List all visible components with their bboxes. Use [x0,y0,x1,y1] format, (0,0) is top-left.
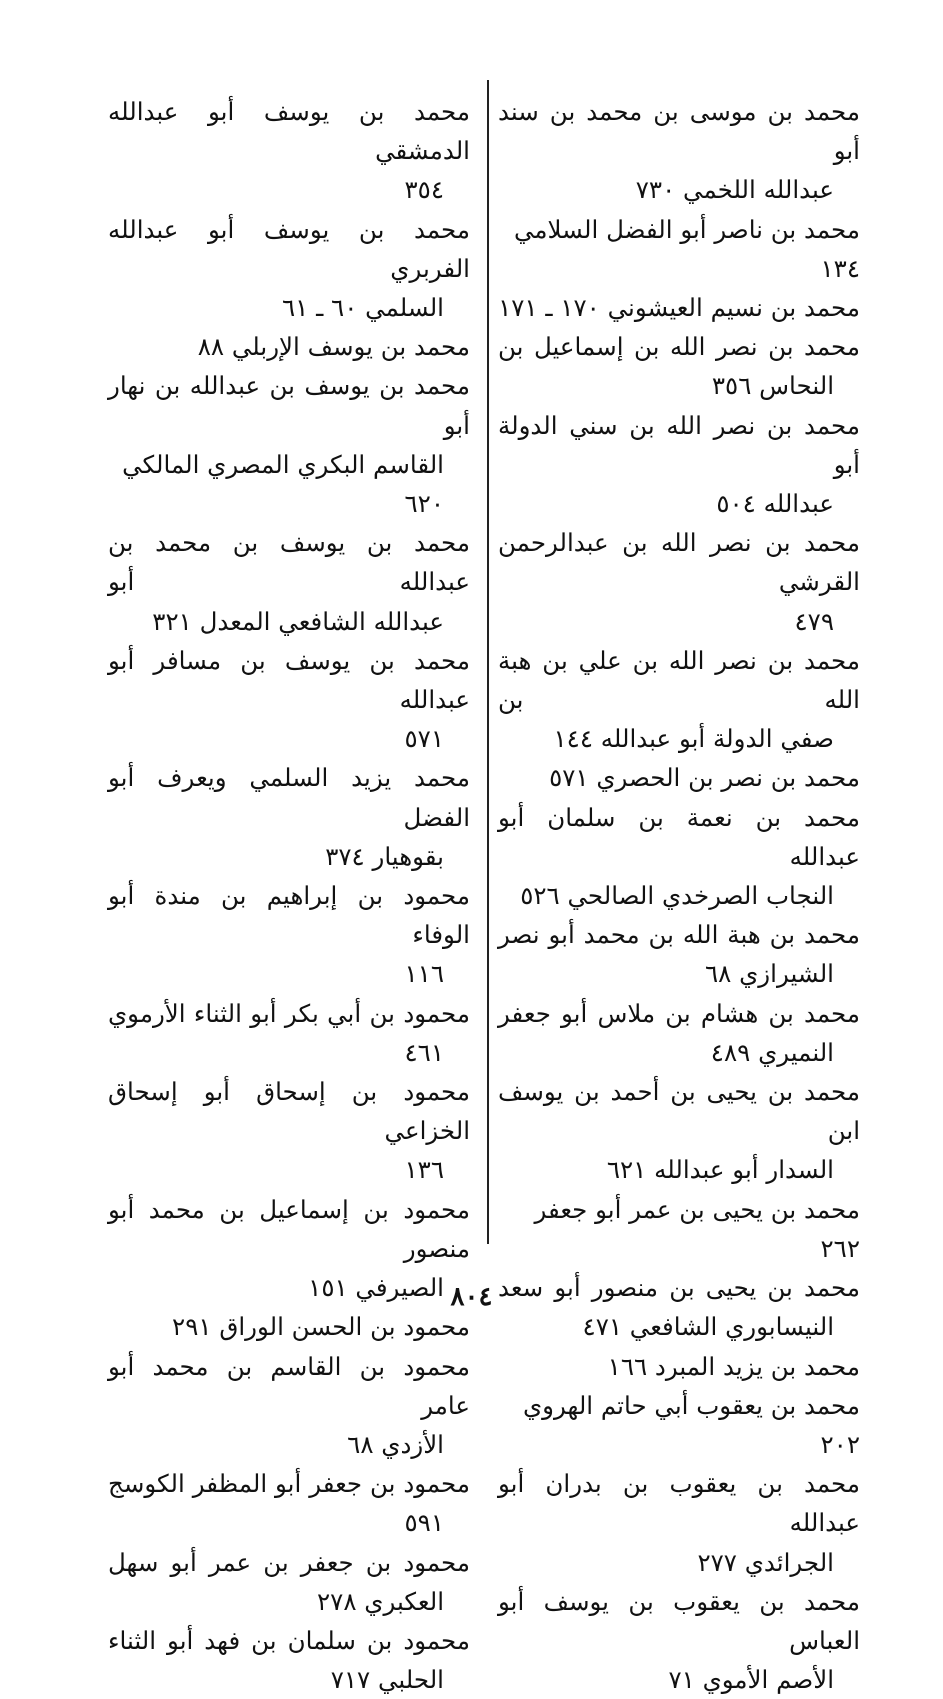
index-entry [498,210,860,288]
entry-continuation: الجرائدي ٢٧٧ [697,1547,834,1577]
entry-continuation: النميري ٤٨٩ [710,1037,834,1067]
index-entry [498,406,860,524]
entry-continuation: السدار أبو عبدالله ٦٢١ [606,1155,834,1185]
entry-text: محمود بن إبراهيم بن مندة أبو الوفاء [108,881,470,950]
entry-text: محمد بن يعقوب أبي حاتم الهروي ٢٠٢ [523,1390,860,1459]
index-entry [498,641,860,759]
index-entry [498,798,860,916]
index-entry [498,1072,860,1190]
index-entry [498,288,860,327]
entry-continuation: الأصم الأموي ٧١ [668,1665,834,1695]
index-entry [498,994,860,1072]
entry-continuation: النجاب الصرخدي الصالحي ٥٢٦ [520,881,834,911]
index-entry [498,1464,860,1582]
entry-continuation: النحاس ٣٥٦ [711,371,834,401]
entry-continuation: العكبري ٢٧٨ [317,1586,444,1616]
entry-text: محمد بن يوسف بن عبدالله بن نهار أبو [108,371,470,440]
entry-continuation: بقوهيار ٣٧٤ [325,841,444,871]
entry-text: محمد بن يوسف بن محمد بن عبدالله أبو [108,528,470,597]
index-entry [498,915,860,993]
entry-continuation: الشيرازي ٦٨ [705,959,834,989]
entry-text: محمد بن يوسف أبو عبدالله الفربري [108,214,470,283]
entry-text: محمد بن يوسف بن مسافر أبو عبدالله [108,645,470,715]
index-entry [108,1543,470,1621]
entry-continuation: ٥٧١ [404,724,444,754]
entry-continuation: ١٣٦ [404,1155,444,1185]
entry-text: محمد بن نصر الله بن عبدالرحمن القرشي [498,528,860,597]
entry-continuation: القاسم البكري المصري المالكي ٦٢٠ [122,449,444,519]
index-entry [498,523,860,641]
entry-text: محمود بن جعفر بن عمر أبو سهل [108,1547,470,1577]
entry-continuation: ٥٩١ [404,1508,444,1538]
entry-text: محمد بن موسى بن محمد بن سند أبو [498,97,860,166]
entry-text: محمد بن نعمة بن سلمان أبو عبدالله [498,802,860,871]
index-entry [108,327,470,366]
entry-text: محمد بن نصر الله بن سني الدولة أبو [498,410,860,479]
entry-text: محمود بن إسماعيل بن محمد أبو منصور [108,1194,470,1263]
entry-text: محمد بن يوسف الإربلي ٨٨ [197,332,470,362]
index-entry [108,210,470,328]
entry-text: محمد بن يحيى بن منصور أبو سعد [498,1273,860,1303]
right-column [498,92,860,1699]
index-entry [498,758,860,797]
index-entry [108,1621,470,1699]
entry-continuation: عبدالله ٥٠٤ [716,489,834,519]
entry-continuation: ٤٧٩ [794,606,834,636]
entry-text: محمد بن ناصر أبو الفضل السلامي ١٣٤ [513,214,860,283]
entry-continuation: عبدالله الشافعي المعدل ٣٢١ [152,606,444,636]
index-entry [108,1072,470,1190]
index-entry [108,92,470,210]
index-entry [498,1347,860,1386]
entry-continuation: ٤٦١ [404,1037,444,1067]
index-entry [108,1347,470,1465]
index-entry [498,327,860,405]
entry-text: محمود بن إسحاق أبو إسحاق الخزاعي [108,1077,470,1146]
index-entry [108,994,470,1072]
index-entry [108,876,470,994]
index-entry [108,641,470,759]
entry-text: محمود بن الحسن الوراق ٢٩١ [172,1312,470,1342]
entry-text: محمد بن نصر بن الحصري ٥٧١ [549,763,860,793]
index-entry [498,1386,860,1464]
entry-text: محمد بن هشام بن ملاس أبو جعفر [498,998,860,1028]
entry-continuation: ١١٦ [404,959,444,989]
entry-text: محمد يزيد السلمي ويعرف أبو الفضل [108,763,470,832]
entry-text: محمد بن هبة الله بن محمد أبو نصر [498,920,860,950]
entry-continuation: النيسابوري الشافعي ٤٧١ [582,1312,834,1342]
index-entry [498,1582,860,1699]
index-entry [108,1464,470,1542]
index-entry [108,1307,470,1346]
entry-continuation: الأزدي ٦٨ [347,1429,444,1459]
entry-text: محمود بن أبي بكر أبو الثناء الأرموي [108,998,470,1028]
entry-continuation: عبدالله اللخمي ٧٣٠ [635,175,834,205]
column-divider [487,80,489,1244]
entry-text: محمد بن يوسف أبو عبدالله الدمشقي [108,97,470,166]
entry-text: محمد بن نصر الله بن علي بن هبة الله بن [498,645,860,715]
entry-text: محمد بن نصر الله بن إسماعيل بن [498,332,860,362]
left-column [108,92,470,1699]
index-entry [108,366,470,523]
entry-text: محمد بن يحيى بن أحمد بن يوسف ابن [498,1077,860,1146]
entry-text: محمود بن القاسم بن محمد أبو عامر [108,1351,470,1420]
page-number: ٨٠٤ [450,1282,493,1312]
entry-continuation: الحلبي ٧١٧ [330,1665,444,1695]
entry-continuation: السلمي ٦٠ ـ ٦١ [281,293,444,323]
index-entry [108,523,470,641]
entry-text: محمد بن يعقوب بن بدران أبو عبدالله [498,1469,860,1538]
index-entry [498,1190,860,1268]
entry-continuation: ٣٥٤ [404,175,444,205]
entry-continuation: الصيرفي ١٥١ [308,1273,444,1303]
entry-continuation: صفي الدولة أبو عبدالله ١٤٤ [553,724,834,754]
index-entry [498,92,860,210]
entry-text: محمد بن يزيد المبرد ١٦٦ [607,1351,860,1381]
entry-text: محمد بن يعقوب بن يوسف أبو العباس [498,1586,860,1655]
entry-text: محمود بن جعفر أبو المظفر الكوسج [108,1469,470,1499]
entry-text: محمد بن يحيى بن عمر أبو جعفر ٢٦٢ [534,1194,860,1263]
entry-text: محمد بن نسيم العيشوني ١٧٠ ـ ١٧١ [498,293,860,323]
entry-text: محمود بن سلمان بن فهد أبو الثناء [108,1625,470,1655]
index-entry [108,758,470,876]
